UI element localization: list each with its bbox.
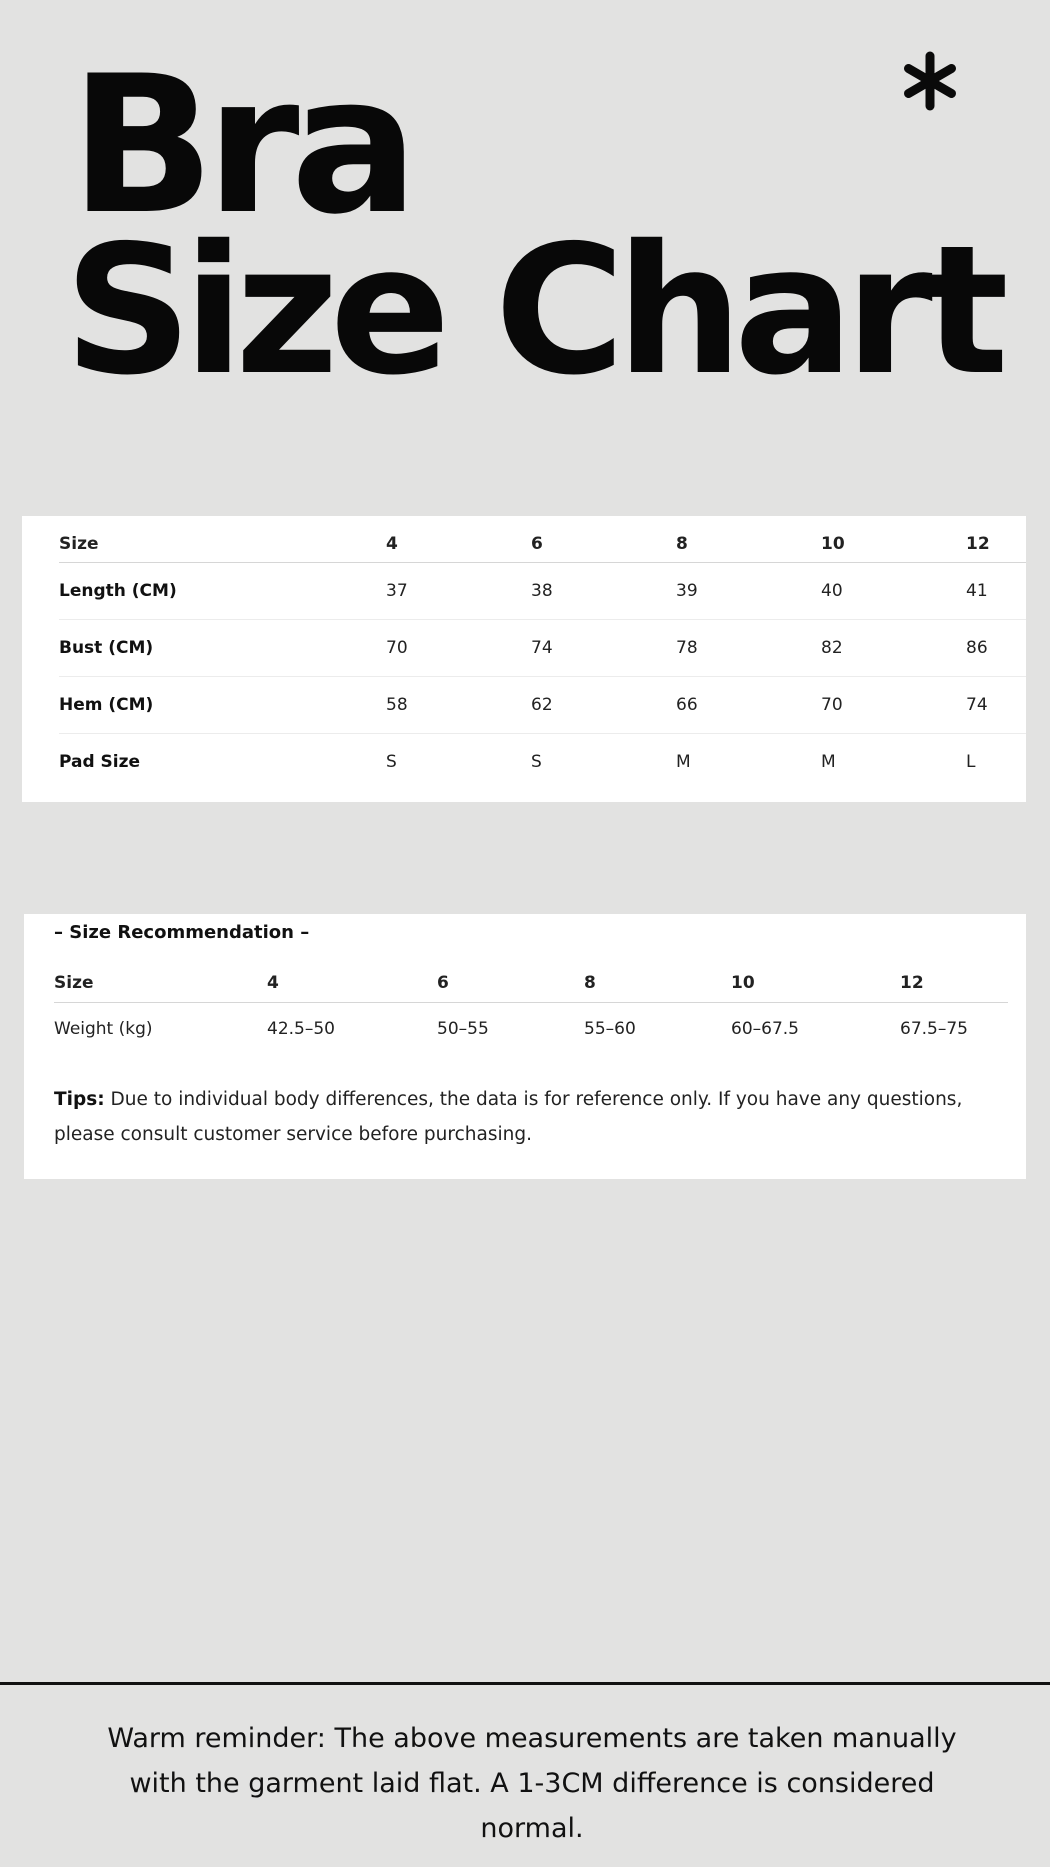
asterisk-icon	[900, 48, 960, 118]
tips-label: Tips:	[54, 1089, 105, 1110]
table-cell: 41	[966, 563, 1026, 620]
warm-reminder: Warm reminder: The above measurements are taken manually with the garment laid flat. A 1-3CM difference is considered normal.	[107, 1723, 957, 1844]
header-cell: 4	[267, 964, 437, 1003]
recommendation-table	[54, 964, 1008, 1055]
header-cell: 12	[966, 526, 1026, 563]
table-cell: 42.5–50	[267, 1019, 335, 1039]
recommendation-card	[24, 914, 1026, 1179]
table-cell: 55–60	[584, 1019, 636, 1039]
measurement-card	[22, 516, 1026, 802]
table-cell: M	[821, 752, 836, 772]
row-label: Length (CM)	[59, 563, 386, 620]
header-cell: 12	[900, 964, 1008, 1003]
header-cell: 6	[531, 526, 676, 563]
header-cell: Size	[54, 964, 267, 1003]
table-cell: 38	[531, 563, 676, 620]
tips-text	[54, 1082, 994, 1152]
recommendation-heading: – Size Recommendation –	[54, 922, 310, 943]
table-cell: 74	[531, 620, 676, 677]
table-cell: 37	[386, 563, 531, 620]
row-label: Hem (CM)	[59, 677, 386, 734]
measurement-header-row	[59, 526, 1026, 563]
header-cell: 8	[584, 964, 731, 1003]
row-label: Pad Size	[59, 752, 141, 772]
table-cell: 50–55	[437, 1019, 489, 1039]
table-cell: 60–67.5	[731, 1019, 799, 1039]
table-cell: S	[386, 752, 397, 772]
tips-body: Due to individual body differences, the data is for reference only. If you have any questions, please consult customer service before purchasing.	[54, 1089, 963, 1145]
header-cell: 10	[821, 526, 966, 563]
table-cell: L	[966, 752, 976, 772]
header-cell: 4	[386, 526, 531, 563]
table-cell: 86	[966, 620, 1026, 677]
page-title	[64, 35, 1000, 414]
table-cell: 40	[821, 563, 966, 620]
table-row	[59, 677, 1026, 734]
header-cell: 6	[437, 964, 584, 1003]
title-line-bra: Bra	[70, 35, 410, 256]
header-cell: 8	[676, 526, 821, 563]
measurement-table	[59, 526, 1026, 790]
table-cell: 78	[676, 620, 821, 677]
table-cell: 62	[531, 677, 676, 734]
table-cell: 58	[386, 677, 531, 734]
table-cell: 39	[676, 563, 821, 620]
table-cell: S	[531, 752, 542, 772]
table-cell: 67.5–75	[900, 1019, 968, 1039]
table-row	[59, 620, 1026, 677]
table-row	[54, 1003, 1008, 1056]
table-row	[59, 563, 1026, 620]
table-cell: 74	[966, 677, 1026, 734]
table-cell: 82	[821, 620, 966, 677]
header-cell: Size	[59, 526, 386, 563]
header-cell: 10	[731, 964, 900, 1003]
row-label: Bust (CM)	[59, 620, 386, 677]
row-label: Weight (kg)	[54, 1019, 153, 1039]
table-cell: 66	[676, 677, 821, 734]
recommendation-header-row	[54, 964, 1008, 1003]
title-line-size-chart: Size Chart	[64, 207, 1000, 414]
table-row	[59, 734, 1026, 791]
footer-divider	[0, 1682, 1050, 1685]
table-cell: 70	[386, 620, 531, 677]
table-cell: M	[676, 752, 691, 772]
table-cell: 70	[821, 677, 966, 734]
